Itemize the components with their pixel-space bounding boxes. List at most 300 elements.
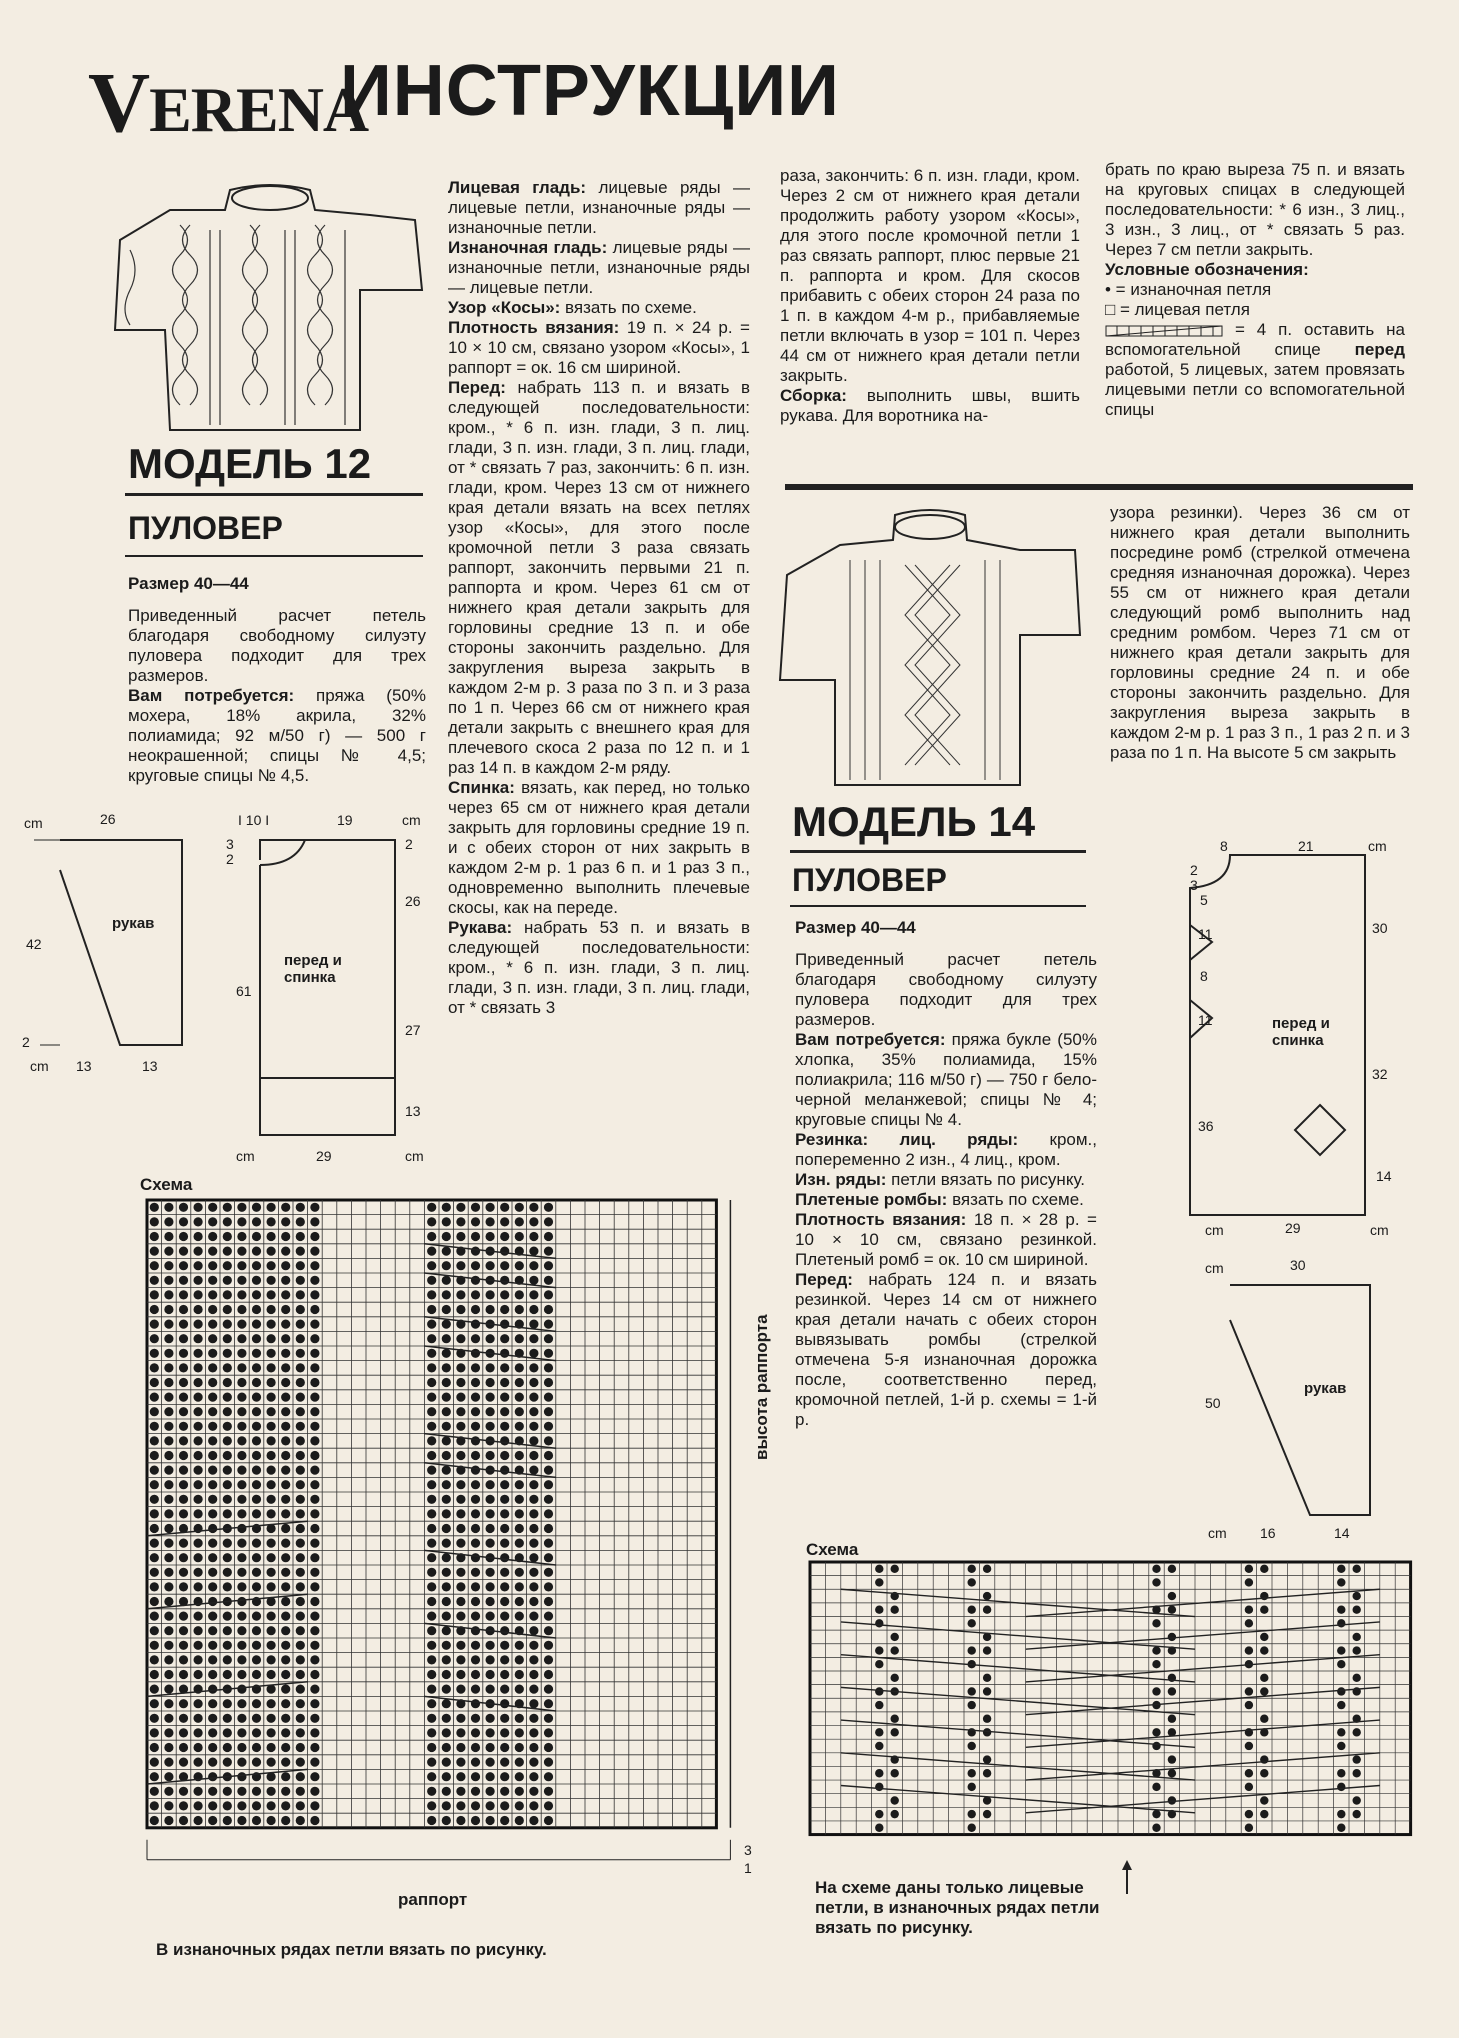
purl-stitch-dot: [968, 1565, 976, 1573]
purl-stitch-dot: [427, 1582, 436, 1591]
purl-stitch-dot: [237, 1641, 246, 1650]
purl-stitch-dot: [179, 1787, 188, 1796]
para-text: 18 п. × 28 р. = 10 × 10 см, связано резинкой. Плетеный ромб = ок. 10 см шириной.: [795, 1210, 1097, 1269]
purl-stitch-dot: [456, 1612, 465, 1621]
purl-stitch-dot: [515, 1451, 524, 1460]
purl-stitch-dot: [456, 1509, 465, 1518]
purl-stitch-dot: [456, 1582, 465, 1591]
purl-stitch-dot: [164, 1641, 173, 1650]
purl-stitch-dot: [164, 1787, 173, 1796]
purl-stitch-dot: [281, 1495, 290, 1504]
purl-stitch-dot: [471, 1685, 480, 1694]
purl-stitch-dot: [515, 1743, 524, 1752]
purl-stitch-dot: [223, 1217, 232, 1226]
purl-stitch-dot: [310, 1524, 319, 1533]
para-label: Резинка: лиц. ряды:: [795, 1130, 1019, 1149]
purl-stitch-dot: [296, 1305, 305, 1314]
purl-stitch-dot: [208, 1466, 217, 1475]
purl-stitch-dot: [252, 1349, 261, 1358]
purl-stitch-dot: [529, 1232, 538, 1241]
purl-stitch-dot: [500, 1728, 509, 1737]
purl-stitch-dot: [208, 1772, 217, 1781]
purl-stitch-dot: [529, 1203, 538, 1212]
purl-stitch-dot: [544, 1714, 553, 1723]
purl-stitch-dot: [471, 1801, 480, 1810]
purl-stitch-dot: [252, 1378, 261, 1387]
purl-stitch-dot: [427, 1714, 436, 1723]
purl-stitch-dot: [471, 1772, 480, 1781]
purl-stitch-dot: [456, 1393, 465, 1402]
purl-stitch-dot: [427, 1261, 436, 1270]
materials-text: пряжа (50% мохера, 18% акрила, 32% полиамида; 92 м/50 г) — 500 г неокрашенной; спицы № 4,5; круговые спицы № 4,5.: [128, 686, 426, 785]
purl-stitch-dot: [179, 1480, 188, 1489]
purl-stitch-dot: [150, 1743, 159, 1752]
purl-stitch-dot: [237, 1816, 246, 1825]
purl-stitch-dot: [208, 1247, 217, 1256]
purl-stitch-dot: [237, 1247, 246, 1256]
purl-stitch-dot: [515, 1422, 524, 1431]
purl-stitch-dot: [179, 1422, 188, 1431]
purl-stitch-dot: [983, 1728, 991, 1736]
purl-stitch-dot: [164, 1597, 173, 1606]
purl-stitch-dot: [456, 1743, 465, 1752]
purl-stitch-dot: [267, 1451, 276, 1460]
purl-stitch-dot: [471, 1290, 480, 1299]
purl-stitch-dot: [164, 1466, 173, 1475]
purl-stitch-dot: [427, 1524, 436, 1533]
purl-stitch-dot: [310, 1685, 319, 1694]
purl-stitch-dot: [515, 1261, 524, 1270]
purl-stitch-dot: [427, 1743, 436, 1752]
purl-stitch-dot: [500, 1597, 509, 1606]
purl-stitch-dot: [1260, 1646, 1268, 1654]
purl-stitch-dot: [486, 1612, 495, 1621]
purl-stitch-dot: [968, 1824, 976, 1832]
purl-stitch-dot: [252, 1451, 261, 1460]
purl-stitch-dot: [164, 1743, 173, 1752]
purl-stitch-dot: [1353, 1646, 1361, 1654]
dimension-label: 3: [1190, 877, 1198, 893]
purl-stitch-dot: [529, 1422, 538, 1431]
purl-stitch-dot: [983, 1687, 991, 1695]
purl-stitch-dot: [237, 1261, 246, 1270]
para-text: вязать по схеме.: [560, 298, 697, 317]
purl-stitch-dot: [223, 1203, 232, 1212]
purl-stitch-dot: [164, 1612, 173, 1621]
unit-label: cm: [1205, 1260, 1224, 1276]
purl-stitch-dot: [208, 1539, 217, 1548]
purl-stitch-dot: [1152, 1619, 1160, 1627]
purl-stitch-dot: [194, 1480, 203, 1489]
purl-stitch-dot: [442, 1509, 451, 1518]
purl-stitch-dot: [223, 1349, 232, 1358]
purl-stitch-dot: [267, 1801, 276, 1810]
purl-stitch-dot: [442, 1217, 451, 1226]
purl-stitch-dot: [544, 1378, 553, 1387]
purl-stitch-dot: [179, 1539, 188, 1548]
purl-stitch-dot: [150, 1451, 159, 1460]
purl-stitch-dot: [208, 1670, 217, 1679]
purl-stitch-dot: [223, 1466, 232, 1475]
purl-stitch-dot: [544, 1393, 553, 1402]
dimension-label: 19: [337, 812, 353, 828]
purl-stitch-dot: [179, 1363, 188, 1372]
purl-stitch-dot: [194, 1451, 203, 1460]
purl-stitch-dot: [486, 1422, 495, 1431]
purl-stitch-dot: [252, 1276, 261, 1285]
purl-stitch-dot: [223, 1261, 232, 1270]
purl-stitch-dot: [267, 1378, 276, 1387]
purl-stitch-dot: [544, 1801, 553, 1810]
materials-text: пряжа букле (50% хлопка, 35% полиамида, 15% полиакрила; 116 м/50 г) — 750 г бело-черной меланжевой; спицы № 4; круговые спицы № 4.: [795, 1030, 1097, 1129]
purl-stitch-dot: [252, 1612, 261, 1621]
purl-stitch-dot: [983, 1592, 991, 1600]
purl-stitch-dot: [267, 1626, 276, 1635]
purl-stitch-dot: [1152, 1646, 1160, 1654]
purl-stitch-dot: [529, 1480, 538, 1489]
model-14-sleeve-pattern: [1210, 1270, 1390, 1530]
purl-stitch-dot: [529, 1261, 538, 1270]
dimension-label: 5: [1200, 892, 1208, 908]
purl-stitch-dot: [296, 1670, 305, 1679]
purl-stitch-dot: [515, 1772, 524, 1781]
purl-stitch-dot: [194, 1568, 203, 1577]
dimension-label: 42: [26, 936, 42, 952]
purl-stitch-dot: [1337, 1619, 1345, 1627]
purl-stitch-dot: [875, 1810, 883, 1818]
purl-stitch-dot: [267, 1480, 276, 1489]
purl-stitch-dot: [223, 1568, 232, 1577]
purl-stitch-dot: [1152, 1810, 1160, 1818]
purl-stitch-dot: [310, 1232, 319, 1241]
purl-stitch-dot: [150, 1816, 159, 1825]
purl-stitch-dot: [427, 1641, 436, 1650]
purl-stitch-dot: [164, 1407, 173, 1416]
purl-stitch-dot: [427, 1670, 436, 1679]
purl-stitch-dot: [252, 1582, 261, 1591]
purl-stitch-dot: [486, 1217, 495, 1226]
purl-stitch-dot: [310, 1290, 319, 1299]
purl-stitch-dot: [544, 1655, 553, 1664]
purl-stitch-dot: [456, 1568, 465, 1577]
purl-stitch-dot: [427, 1509, 436, 1518]
purl-stitch-dot: [150, 1801, 159, 1810]
purl-stitch-dot: [427, 1626, 436, 1635]
purl-stitch-dot: [515, 1655, 524, 1664]
purl-stitch-dot: [237, 1612, 246, 1621]
purl-stitch-dot: [281, 1480, 290, 1489]
purl-stitch-dot: [237, 1582, 246, 1591]
purl-stitch-dot: [427, 1685, 436, 1694]
purl-stitch-dot: [427, 1422, 436, 1431]
purl-stitch-dot: [208, 1320, 217, 1329]
purl-stitch-dot: [296, 1334, 305, 1343]
purl-stitch-dot: [208, 1655, 217, 1664]
purl-stitch-dot: [1168, 1592, 1176, 1600]
purl-stitch-dot: [194, 1203, 203, 1212]
purl-stitch-dot: [471, 1393, 480, 1402]
purl-stitch-dot: [1245, 1810, 1253, 1818]
purl-stitch-dot: [310, 1480, 319, 1489]
purl-stitch-dot: [164, 1451, 173, 1460]
purl-stitch-dot: [237, 1378, 246, 1387]
purl-stitch-dot: [267, 1320, 276, 1329]
purl-stitch-dot: [237, 1305, 246, 1314]
purl-stitch-dot: [529, 1451, 538, 1460]
para-label: Перед:: [448, 378, 506, 397]
purl-stitch-dot: [875, 1824, 883, 1832]
purl-stitch-dot: [194, 1816, 203, 1825]
purl-stitch-dot: [310, 1466, 319, 1475]
purl-stitch-dot: [968, 1646, 976, 1654]
legend-title: Условные обозначения:: [1105, 260, 1309, 279]
dimension-label: 26: [100, 811, 116, 827]
purl-stitch-dot: [1245, 1565, 1253, 1573]
purl-stitch-dot: [1337, 1742, 1345, 1750]
purl-stitch-dot: [150, 1320, 159, 1329]
purl-stitch-dot: [456, 1290, 465, 1299]
purl-stitch-dot: [179, 1261, 188, 1270]
purl-stitch-dot: [529, 1655, 538, 1664]
purl-stitch-dot: [500, 1772, 509, 1781]
purl-stitch-dot: [223, 1553, 232, 1562]
purl-stitch-dot: [456, 1597, 465, 1606]
purl-stitch-dot: [456, 1655, 465, 1664]
scheme-title: Схема: [806, 1540, 859, 1559]
purl-stitch-dot: [1353, 1633, 1361, 1641]
purl-stitch-dot: [179, 1553, 188, 1562]
purl-stitch-dot: [267, 1539, 276, 1548]
purl-stitch-dot: [310, 1378, 319, 1387]
purl-stitch-dot: [456, 1422, 465, 1431]
purl-stitch-dot: [442, 1305, 451, 1314]
para-text: узора резинки). Через 36 см от нижнего края детали выполнить посредине ромб (стрелкой отмечена средняя изнаночная дорожка). Через 55 см от нижнего края детали следующий ромб выполнить над средним ромбом. Через 71 см от нижнего края детали закрыть для горловины средние 24 п. и обе стороны закончить раздельно. Для закругления выреза закрыть в каждом 2-м р. 1 раз 3 п., 1 раз 2 п. и 3 раза по 1 п. На высоте 5 см закрыть: [1110, 503, 1410, 762]
purl-stitch-dot: [471, 1539, 480, 1548]
purl-stitch-dot: [281, 1641, 290, 1650]
purl-stitch-dot: [252, 1422, 261, 1431]
purl-stitch-dot: [164, 1320, 173, 1329]
purl-stitch-dot: [515, 1305, 524, 1314]
purl-stitch-dot: [442, 1685, 451, 1694]
purl-stitch-dot: [194, 1334, 203, 1343]
purl-stitch-dot: [296, 1349, 305, 1358]
purl-stitch-dot: [223, 1801, 232, 1810]
purl-stitch-dot: [223, 1305, 232, 1314]
purl-stitch-dot: [237, 1290, 246, 1299]
purl-stitch-dot: [442, 1261, 451, 1270]
sweater-14-illustration: [775, 505, 1085, 790]
purl-stitch-dot: [471, 1363, 480, 1372]
purl-stitch-dot: [486, 1363, 495, 1372]
purl-stitch-dot: [252, 1699, 261, 1708]
purl-stitch-dot: [1168, 1715, 1176, 1723]
purl-stitch-dot: [875, 1687, 883, 1695]
purl-stitch-dot: [281, 1670, 290, 1679]
purl-stitch-dot: [515, 1568, 524, 1577]
para-label: Рукава:: [448, 918, 513, 937]
purl-stitch-dot: [515, 1290, 524, 1299]
purl-stitch-dot: [515, 1670, 524, 1679]
purl-stitch-dot: [1337, 1824, 1345, 1832]
para-label: Лицевая гладь:: [448, 178, 587, 197]
purl-stitch-dot: [891, 1633, 899, 1641]
purl-stitch-dot: [544, 1685, 553, 1694]
purl-stitch-dot: [515, 1363, 524, 1372]
purl-stitch-dot: [208, 1305, 217, 1314]
purl-stitch-dot: [515, 1539, 524, 1548]
purl-stitch-dot: [442, 1772, 451, 1781]
purl-stitch-dot: [150, 1349, 159, 1358]
purl-stitch-dot: [208, 1714, 217, 1723]
purl-stitch-dot: [179, 1568, 188, 1577]
purl-stitch-dot: [223, 1334, 232, 1343]
purl-stitch-dot: [281, 1451, 290, 1460]
purl-stitch-dot: [310, 1758, 319, 1767]
purl-stitch-dot: [515, 1480, 524, 1489]
purl-stitch-dot: [1337, 1769, 1345, 1777]
dimension-label: 27: [405, 1022, 421, 1038]
purl-stitch-dot: [223, 1758, 232, 1767]
divider: [790, 905, 1086, 907]
purl-stitch-dot: [310, 1801, 319, 1810]
brand-logo: VERENA: [88, 54, 369, 150]
purl-stitch-dot: [179, 1466, 188, 1475]
dimension-label: 50: [1205, 1395, 1221, 1411]
purl-stitch-dot: [237, 1801, 246, 1810]
purl-stitch-dot: [486, 1451, 495, 1460]
purl-stitch-dot: [427, 1217, 436, 1226]
purl-stitch-dot: [1152, 1824, 1160, 1832]
purl-stitch-dot: [1260, 1810, 1268, 1818]
purl-stitch-dot: [529, 1699, 538, 1708]
purl-stitch-dot: [875, 1769, 883, 1777]
purl-stitch-dot: [875, 1742, 883, 1750]
purl-stitch-dot: [456, 1203, 465, 1212]
purl-stitch-dot: [164, 1480, 173, 1489]
purl-stitch-dot: [486, 1685, 495, 1694]
purl-stitch-dot: [237, 1699, 246, 1708]
purl-stitch-dot: [310, 1451, 319, 1460]
purl-stitch-dot: [427, 1568, 436, 1577]
purl-stitch-dot: [891, 1769, 899, 1777]
purl-stitch-dot: [164, 1699, 173, 1708]
purl-stitch-dot: [223, 1247, 232, 1256]
purl-stitch-dot: [1337, 1660, 1345, 1668]
purl-stitch-dot: [194, 1305, 203, 1314]
purl-stitch-dot: [237, 1276, 246, 1285]
purl-stitch-dot: [267, 1407, 276, 1416]
dimension-label: 61: [236, 983, 252, 999]
purl-stitch-dot: [515, 1685, 524, 1694]
purl-stitch-dot: [208, 1276, 217, 1285]
purl-stitch-dot: [486, 1655, 495, 1664]
purl-stitch-dot: [194, 1612, 203, 1621]
purl-stitch-dot: [471, 1714, 480, 1723]
purl-stitch-dot: [456, 1407, 465, 1416]
purl-stitch-dot: [983, 1674, 991, 1682]
purl-stitch-dot: [456, 1539, 465, 1548]
purl-stitch-dot: [281, 1334, 290, 1343]
purl-stitch-dot: [1168, 1605, 1176, 1613]
purl-stitch-dot: [529, 1217, 538, 1226]
purl-stitch-dot: [281, 1787, 290, 1796]
purl-stitch-dot: [223, 1699, 232, 1708]
purl-stitch-dot: [164, 1582, 173, 1591]
legend-cable-end: работой, 5 лицевых, затем провязать лицевыми петли со вспомогательной спицы: [1105, 360, 1405, 419]
purl-stitch-dot: [194, 1393, 203, 1402]
purl-stitch-dot: [150, 1480, 159, 1489]
purl-stitch-dot: [237, 1451, 246, 1460]
purl-stitch-dot: [296, 1568, 305, 1577]
purl-stitch-dot: [486, 1597, 495, 1606]
purl-stitch-dot: [427, 1553, 436, 1562]
purl-stitch-dot: [267, 1699, 276, 1708]
purl-stitch-dot: [500, 1655, 509, 1664]
purl-stitch-dot: [281, 1772, 290, 1781]
purl-stitch-dot: [1152, 1783, 1160, 1791]
purl-stitch-dot: [296, 1641, 305, 1650]
purl-stitch-dot: [150, 1655, 159, 1664]
purl-stitch-dot: [1337, 1728, 1345, 1736]
purl-stitch-dot: [150, 1582, 159, 1591]
purl-stitch-dot: [208, 1787, 217, 1796]
purl-stitch-dot: [456, 1232, 465, 1241]
purl-stitch-dot: [486, 1480, 495, 1489]
dimension-label: 30: [1372, 920, 1388, 936]
purl-stitch-dot: [310, 1612, 319, 1621]
purl-stitch-dot: [208, 1582, 217, 1591]
purl-stitch-dot: [515, 1758, 524, 1767]
purl-stitch-dot: [515, 1728, 524, 1737]
purl-stitch-dot: [500, 1276, 509, 1285]
purl-stitch-dot: [529, 1524, 538, 1533]
purl-stitch-dot: [500, 1451, 509, 1460]
purl-stitch-dot: [296, 1232, 305, 1241]
purl-stitch-dot: [179, 1393, 188, 1402]
purl-stitch-dot: [427, 1276, 436, 1285]
purl-stitch-dot: [150, 1524, 159, 1533]
purl-stitch-dot: [267, 1553, 276, 1562]
purl-stitch-dot: [310, 1509, 319, 1518]
purl-stitch-dot: [1353, 1796, 1361, 1804]
purl-stitch-dot: [486, 1407, 495, 1416]
purl-stitch-dot: [891, 1728, 899, 1736]
purl-stitch-dot: [150, 1378, 159, 1387]
purl-stitch-dot: [442, 1597, 451, 1606]
purl-stitch-dot: [500, 1232, 509, 1241]
purl-stitch-dot: [515, 1407, 524, 1416]
purl-stitch-dot: [164, 1422, 173, 1431]
purl-stitch-dot: [1260, 1687, 1268, 1695]
purl-stitch-dot: [983, 1565, 991, 1573]
purl-stitch-dot: [983, 1715, 991, 1723]
purl-stitch-dot: [223, 1393, 232, 1402]
purl-stitch-dot: [486, 1816, 495, 1825]
purl-stitch-dot: [515, 1203, 524, 1212]
purl-stitch-dot: [486, 1670, 495, 1679]
purl-stitch-dot: [150, 1685, 159, 1694]
purl-stitch-dot: [529, 1539, 538, 1548]
purl-stitch-dot: [875, 1783, 883, 1791]
para-label: Плотность вязания:: [795, 1210, 967, 1229]
purl-stitch-dot: [442, 1568, 451, 1577]
purl-stitch-dot: [296, 1743, 305, 1752]
purl-stitch-dot: [296, 1276, 305, 1285]
purl-stitch-dot: [179, 1349, 188, 1358]
purl-stitch-dot: [1353, 1592, 1361, 1600]
purl-stitch-dot: [296, 1699, 305, 1708]
purl-stitch-dot: [1245, 1646, 1253, 1654]
